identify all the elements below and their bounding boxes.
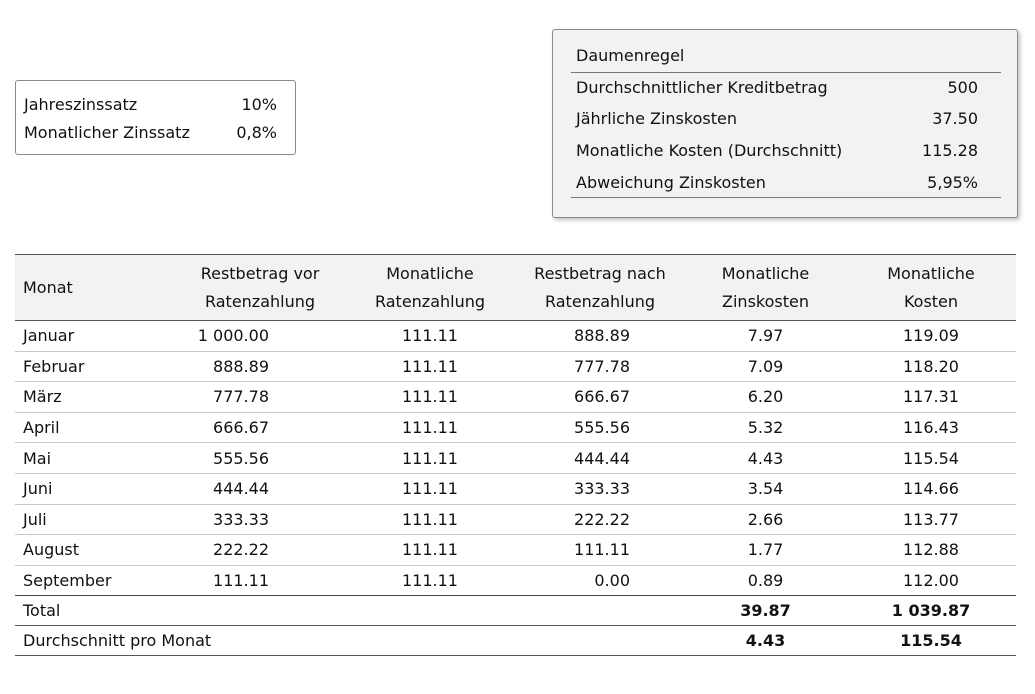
cell-balance-before: 444.44	[213, 479, 269, 499]
header-monthly-payment: Monatliche Ratenzahlung	[374, 263, 486, 311]
annual-rate-label: Jahreszinssatz	[24, 95, 138, 114]
table-row	[15, 504, 1016, 535]
cell-balance-before: 888.89	[213, 356, 269, 376]
header-monthly-cost: Monatliche Kosten	[887, 263, 975, 311]
empty-cell	[345, 596, 515, 626]
header-balance-after: Restbetrag nach Ratenzahlung	[534, 263, 666, 311]
cell-balance-after: 666.67	[574, 387, 630, 407]
average-label: Durchschnitt pro Monat	[23, 631, 212, 651]
cell-balance-after: 222.22	[574, 509, 630, 529]
cell-interest: 0.89	[747, 571, 784, 591]
total-interest: 39.87	[740, 601, 791, 621]
cell-payment: 111.11	[402, 326, 458, 346]
cell-cost: 118.20	[903, 356, 959, 376]
divider	[571, 197, 1001, 198]
cell-interest: 6.20	[747, 387, 784, 407]
cell-balance-before: 333.33	[213, 509, 269, 529]
cell-interest: 7.09	[747, 356, 784, 376]
table-header-row	[15, 255, 1016, 321]
table-row	[15, 473, 1016, 504]
cell-month: Juni	[23, 479, 53, 499]
header-monthly-interest: Monatliche Zinskosten	[721, 263, 810, 311]
cell-cost: 114.66	[903, 479, 959, 499]
cell-cost: 116.43	[903, 418, 959, 438]
rule-row-label: Abweichung Zinskosten	[576, 173, 766, 192]
rule-row-value: 5,95%	[927, 173, 978, 192]
cell-month: Mai	[23, 448, 52, 468]
cell-balance-after: 333.33	[574, 479, 630, 499]
rule-row-value: 500	[947, 78, 978, 97]
rule-row	[576, 108, 978, 130]
cell-month: April	[23, 418, 60, 438]
cell-balance-after: 777.78	[574, 356, 630, 376]
cell-month: März	[23, 387, 62, 407]
cell-payment: 111.11	[402, 479, 458, 499]
rule-of-thumb-title: Daumenregel	[576, 46, 685, 65]
cell-month: September	[23, 571, 112, 591]
cell-cost: 112.88	[903, 540, 959, 560]
cell-balance-after: 111.11	[574, 540, 630, 560]
rule-row-value: 115.28	[922, 141, 978, 160]
cell-payment: 111.11	[402, 448, 458, 468]
table-row	[15, 443, 1016, 474]
table-row	[15, 351, 1016, 382]
empty-cell	[515, 596, 685, 626]
cell-balance-after: 555.56	[574, 418, 630, 438]
cell-interest: 7.97	[747, 326, 784, 346]
total-cost: 1 039.87	[891, 601, 971, 621]
cell-balance-after: 0.00	[594, 571, 630, 591]
table-row	[15, 321, 1016, 352]
cell-balance-before: 222.22	[213, 540, 269, 560]
cell-interest: 1.77	[747, 540, 784, 560]
cell-month: Juli	[23, 509, 47, 529]
cell-payment: 111.11	[402, 387, 458, 407]
cell-cost: 115.54	[903, 448, 959, 468]
header-month: Monat	[23, 277, 73, 297]
cell-balance-before: 1 000.00	[197, 326, 269, 346]
cell-balance-before: 777.78	[213, 387, 269, 407]
rule-row	[576, 77, 978, 99]
rule-row-label: Durchschnittlicher Kreditbetrag	[576, 78, 828, 97]
cell-interest: 2.66	[747, 509, 784, 529]
rule-row	[576, 140, 978, 162]
cell-interest: 4.43	[747, 448, 784, 468]
rule-of-thumb-box	[552, 29, 1018, 218]
cell-month: Januar	[23, 326, 75, 346]
empty-cell	[175, 596, 345, 626]
header-balance-before: Restbetrag vor Ratenzahlung	[200, 263, 320, 311]
cell-payment: 111.11	[402, 418, 458, 438]
cell-interest: 3.54	[747, 479, 784, 499]
cell-payment: 111.11	[402, 356, 458, 376]
rule-row-label: Jährliche Zinskosten	[576, 109, 737, 128]
rule-row-value: 37.50	[932, 109, 978, 128]
cell-balance-after: 444.44	[574, 448, 630, 468]
cell-cost: 113.77	[903, 509, 959, 529]
interest-rate-box	[15, 80, 296, 155]
monthly-rate-row	[24, 122, 277, 144]
cell-balance-before: 555.56	[213, 448, 269, 468]
average-interest: 4.43	[745, 631, 786, 651]
cell-cost: 112.00	[903, 571, 959, 591]
cell-payment: 111.11	[402, 540, 458, 560]
cell-balance-after: 888.89	[574, 326, 630, 346]
monthly-rate-value: 0,8%	[236, 123, 277, 142]
cell-cost: 119.09	[903, 326, 959, 346]
cell-cost: 117.31	[903, 387, 959, 407]
cell-month: August	[23, 540, 79, 560]
repayment-table	[15, 254, 1016, 656]
divider	[571, 72, 1001, 73]
average-cost: 115.54	[900, 631, 962, 651]
table-row	[15, 565, 1016, 596]
cell-balance-before: 666.67	[213, 418, 269, 438]
cell-payment: 111.11	[402, 509, 458, 529]
monthly-rate-label: Monatlicher Zinssatz	[24, 123, 190, 142]
table-row	[15, 382, 1016, 413]
total-row	[15, 596, 1016, 626]
cell-payment: 111.11	[402, 571, 458, 591]
annual-rate-row	[24, 94, 277, 116]
cell-balance-before: 111.11	[213, 571, 269, 591]
total-label: Total	[23, 601, 61, 621]
cell-interest: 5.32	[747, 418, 784, 438]
average-row	[15, 626, 1016, 656]
rule-row-label: Monatliche Kosten (Durchschnitt)	[576, 141, 843, 160]
annual-rate-value: 10%	[241, 95, 277, 114]
rule-row	[576, 172, 978, 194]
cell-month: Februar	[23, 356, 85, 376]
table-row	[15, 412, 1016, 443]
table-row	[15, 535, 1016, 566]
